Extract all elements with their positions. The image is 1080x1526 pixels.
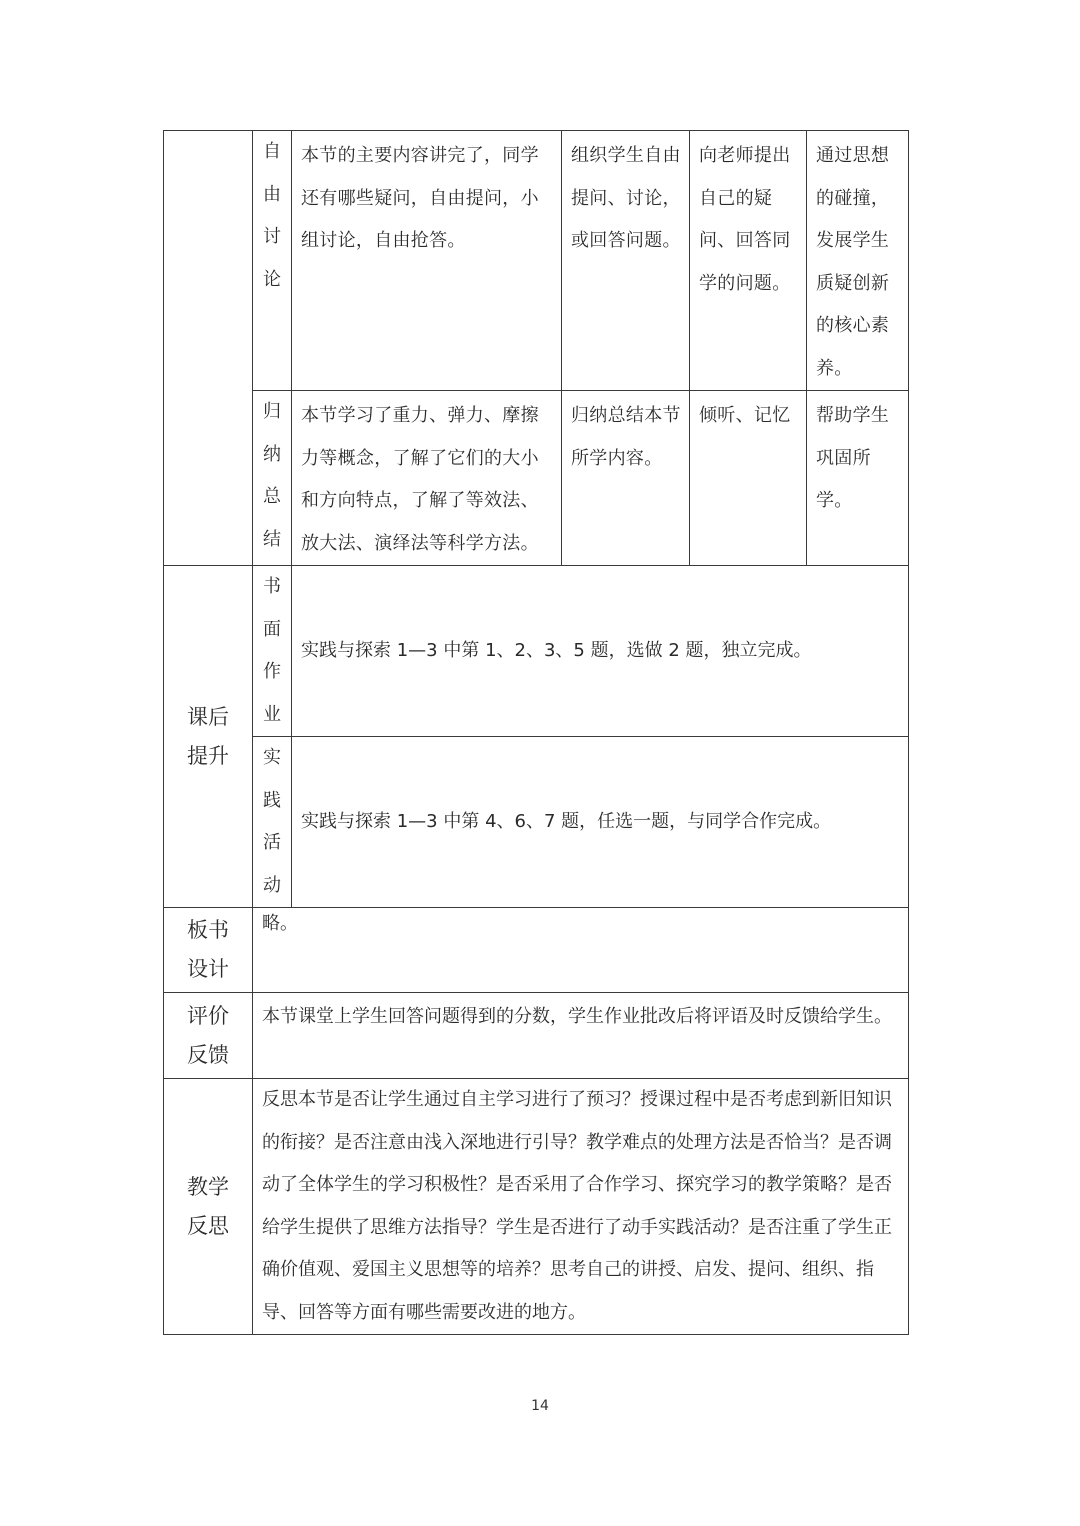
practice-activity-row — [164, 737, 909, 908]
label-char: 实 — [263, 747, 281, 768]
label-char: 纳 — [263, 443, 281, 465]
label-char: 总 — [263, 486, 281, 507]
label-char: 书 — [263, 576, 281, 597]
section-cell-empty — [164, 131, 253, 566]
practice-activity-label — [253, 737, 292, 908]
label-char: 业 — [263, 703, 281, 725]
free-discussion-student: 向老师提出自己的疑问、回答同学的问题。 — [690, 131, 807, 391]
summary-student: 倾听、记忆 — [690, 391, 807, 566]
board-design-label-text: 板书设计 — [187, 918, 229, 981]
label-char: 由 — [263, 183, 281, 205]
written-homework-label — [253, 566, 292, 737]
page-number: 14 — [531, 1398, 549, 1414]
reflection-label-text: 教学反思 — [187, 1174, 229, 1238]
board-design-content: 略。 — [253, 908, 909, 993]
lesson-plan-table — [163, 130, 909, 1335]
written-homework-content: 实践与探索 1—3 中第 1、2、3、5 题，选做 2 题，独立完成。 — [292, 566, 909, 737]
label-char: 自 — [263, 141, 281, 162]
evaluation-label — [164, 993, 253, 1079]
practice-activity-content: 实践与探索 1—3 中第 4、6、7 题，任选一题，与同学合作完成。 — [292, 737, 909, 908]
evaluation-content: 本节课堂上学生回答问题得到的分数，学生作业批改后将评语及时反馈给学生。 — [253, 993, 909, 1079]
label-char: 面 — [263, 618, 281, 640]
label-char: 践 — [263, 789, 281, 811]
free-discussion-label — [253, 131, 292, 391]
label-char: 动 — [263, 874, 281, 896]
summary-teacher: 归纳总结本节所学内容。 — [562, 391, 690, 566]
summary-purpose: 帮助学生巩固所学。 — [807, 391, 909, 566]
label-char: 结 — [263, 528, 281, 550]
reflection-label — [164, 1079, 253, 1335]
evaluation-label-text: 评价反馈 — [187, 1003, 229, 1067]
summary-row — [164, 391, 909, 566]
free-discussion-content: 本节的主要内容讲完了，同学还有哪些疑问，自由提问，小组讨论，自由抢答。 — [292, 131, 562, 391]
free-discussion-row — [164, 131, 909, 391]
board-design-label — [164, 908, 253, 993]
free-discussion-purpose: 通过思想的碰撞，发展学生质疑创新的核心素养。 — [807, 131, 909, 391]
reflection-row — [164, 1079, 909, 1335]
written-homework-row — [164, 566, 909, 737]
label-char: 作 — [263, 661, 281, 682]
summary-label — [253, 391, 292, 566]
after-class-label — [164, 566, 253, 908]
label-char: 归 — [263, 401, 281, 422]
label-char: 活 — [263, 832, 281, 853]
board-design-row — [164, 908, 909, 993]
reflection-content: 反思本节是否让学生通过自主学习进行了预习？授课过程中是否考虑到新旧知识的衔接？是否注意由浅入深地进行引导？教学难点的处理方法是否恰当？是否调动了全体学生的学习积极性？是否采用了合作学习、探究学习的教学策略？是否给学生提供了思维方法指导？学生是否进行了动手实践活动？是否注重了学生正确价值观、爱国主义思想等的培养？思考自己的讲授、启发、提问、组织、指导、回答等方面有哪些需要改进的地方。 — [253, 1079, 909, 1335]
evaluation-row — [164, 993, 909, 1079]
summary-content: 本节学习了重力、弹力、摩擦力等概念，了解了它们的大小和方向特点，了解了等效法、放大法、演绎法等科学方法。 — [292, 391, 562, 566]
label-char: 讨 — [263, 226, 281, 247]
after-class-label-text: 课后提升 — [187, 704, 229, 768]
label-char: 论 — [263, 268, 281, 290]
free-discussion-teacher: 组织学生自由提问、讨论，或回答问题。 — [562, 131, 690, 391]
